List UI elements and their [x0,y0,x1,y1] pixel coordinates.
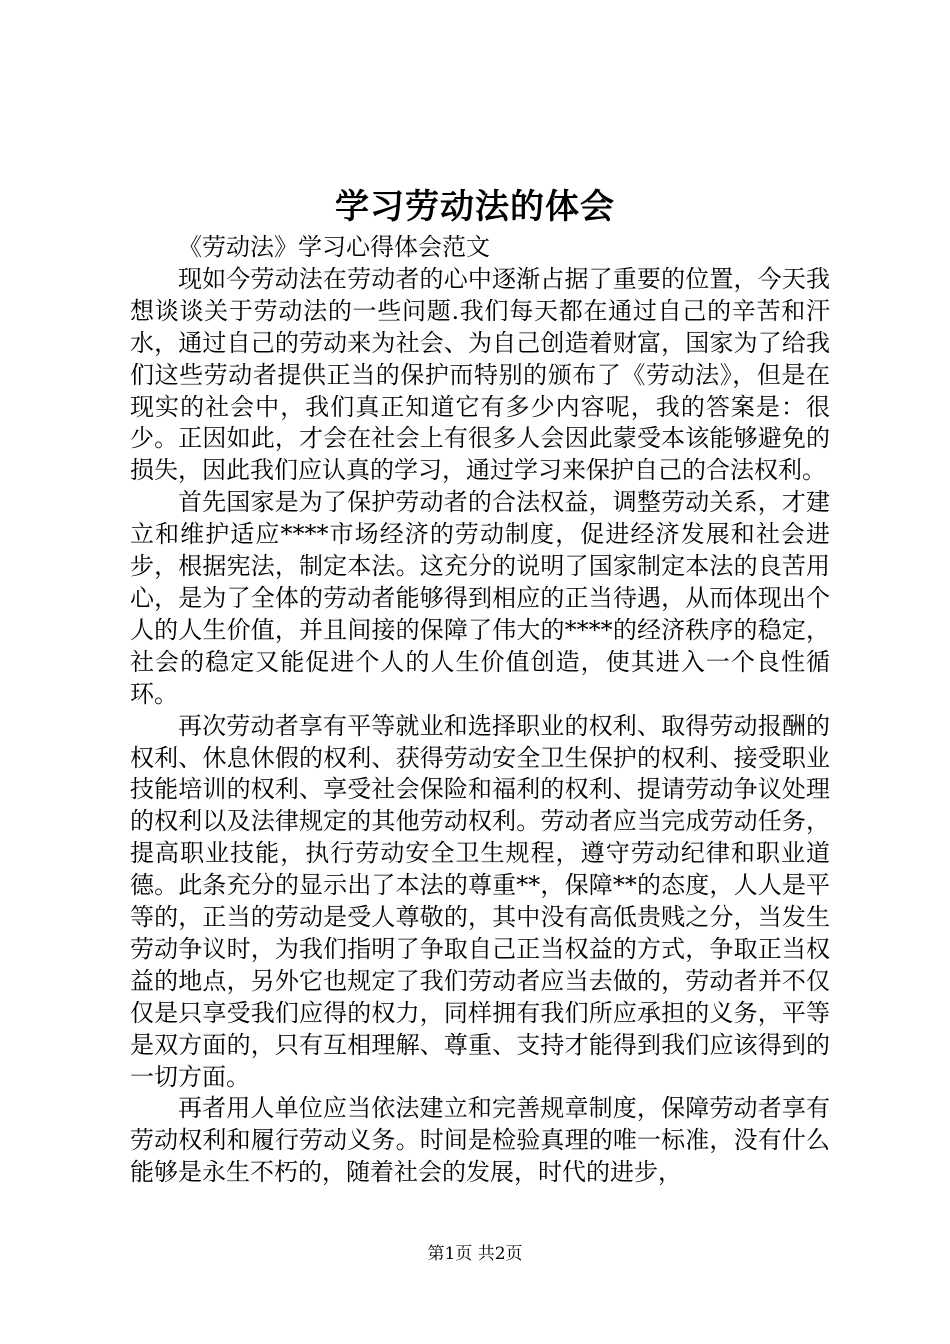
document-body [130,232,830,1189]
document-title: 学习劳动法的体会 [335,187,615,227]
paragraph: 再者用人单位应当依法建立和完善规章制度，保障劳动者享有劳动权利和履行劳动义务。时间是检验真理的唯一标准，没有什么能够是永生不朽的，随着社会的发展，时代的进步， [130,1094,830,1187]
paragraph: 首先国家是为了保护劳动者的合法权益，调整劳动关系，才建立和维护适应****市场经济的劳动制度，促进经济发展和社会进步，根据宪法，制定本法。这充分的说明了国家制定本法的良苦用心，是为了全体的劳动者能够得到相应的正当待遇，从而体现出个人的人生价值，并且间接的保障了伟大的****的经济秩序的稳定，社会的稳定又能促进个人的人生价值创造，使其进入一个良性循环。 [130,488,830,708]
paragraph: 现如今劳动法在劳动者的心中逐渐占据了重要的位置，今天我想谈谈关于劳动法的一些问题.我们每天都在通过自己的辛苦和汗水，通过自己的劳动来为社会、为自己创造着财富，国家为了给我们这些劳动者提供正当的保护而特别的颁布了《劳动法》，但是在现实的社会中，我们真正知道它有多少内容呢，我的答案是：很少。正因如此，才会在社会上有很多人会因此蒙受本该能够避免的损失，因此我们应认真的学习，通过学习来保护自己的合法权利。 [130,264,830,485]
paragraph: 再次劳动者享有平等就业和选择职业的权利、取得劳动报酬的权利、休息休假的权利、获得劳动安全卫生保护的权利、接受职业技能培训的权利、享受社会保险和福利的权利、提请劳动争议处理的权利以及法律规定的其他劳动权利。劳动者应当完成劳动任务，提高职业技能，执行劳动安全卫生规程，遵守劳动纪律和职业道德。此条充分的显示出了本法的尊重**，保障**的态度，人人是平等的，正当的劳动是受人尊敬的，其中没有高低贵贱之分，当发生劳动争议时，为我们指明了争取自己正当权益的方式，争取正当权益的地点，另外它也规定了我们劳动者应当去做的，劳动者并不仅仅是只享受我们应得的权力，同样拥有我们所应承担的义务，平等是双方面的，只有互相理解、尊重、支持才能得到我们应该得到的一切方面。 [130,711,830,1091]
page-number-footer: 第1页 共2页 [427,1244,523,1264]
document-subtitle: 《劳动法》学习心得体会范文 [178,233,490,261]
